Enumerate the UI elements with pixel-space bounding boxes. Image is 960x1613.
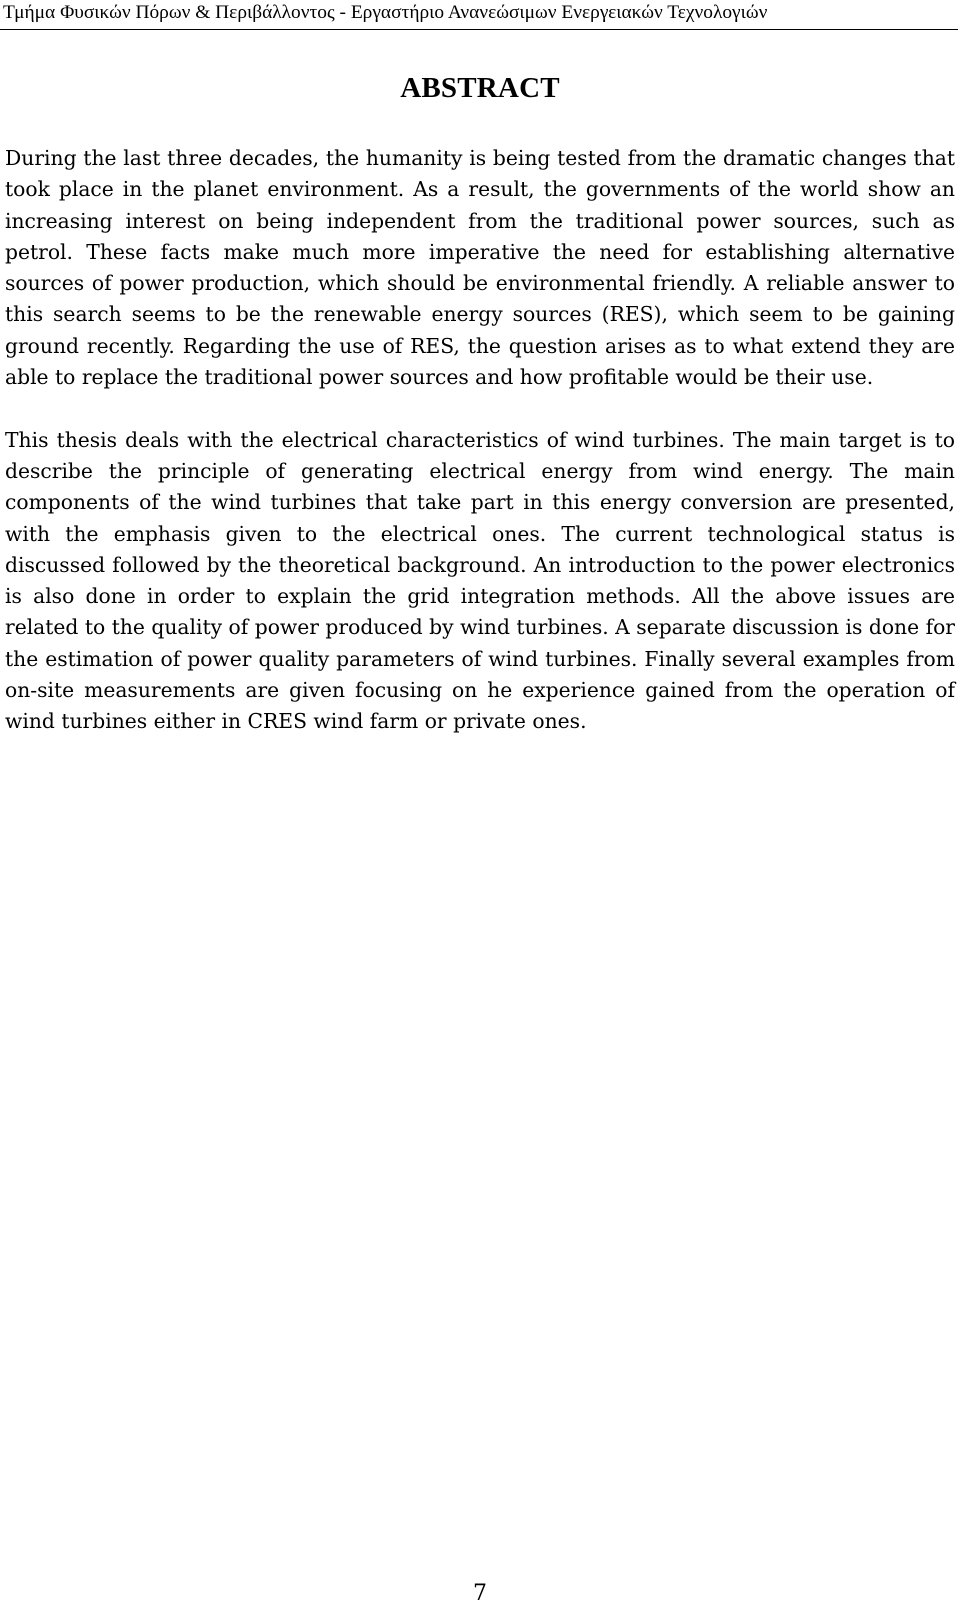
abstract-body <box>5 143 955 769</box>
abstract-paragraph-1: During the last three decades, the humanity is being tested from the dramatic changes that took place in the planet environment. As a result, the governments of the world show an increasing interest on being independent from the traditional power sources, such as petrol. These facts make much more imperative the need for establishing alternative sources of power production, which should be environmental friendly. A reliable answer to this search seems to be the renewable energy sources (RES), which seem to be gaining ground recently. Regarding the use of RES, the question arises as to what extend they are able to replace the traditional power sources and how profitable would be their use. <box>5 146 955 390</box>
running-header: Τμήμα Φυσικών Πόρων & Περιβάλλοντος - Εργαστήριο Ανανεώσιμων Ενεργειακών Τεχνολογιών <box>0 0 958 30</box>
abstract-paragraph-2: This thesis deals with the electrical characteristics of wind turbines. The main target is to describe the principle of generating electrical energy from wind energy. The main components of the wind turbines that take part in this energy conversion are presented, with the emphasis given to the electrical ones. The current technological status is discussed followed by the theoretical background. An introduction to the power electronics is also done in order to explain the grid integration methods. All the above issues are related to the quality of power produced by wind turbines. A separate discussion is done for the estimation of power quality parameters of wind turbines. Finally several examples from on-site measurements are given focusing on he experience gained from the operation of wind turbines either in CRES wind farm or private ones. <box>5 427 955 734</box>
abstract-title: ABSTRACT <box>400 72 560 104</box>
page-number: 7 <box>473 1581 487 1606</box>
